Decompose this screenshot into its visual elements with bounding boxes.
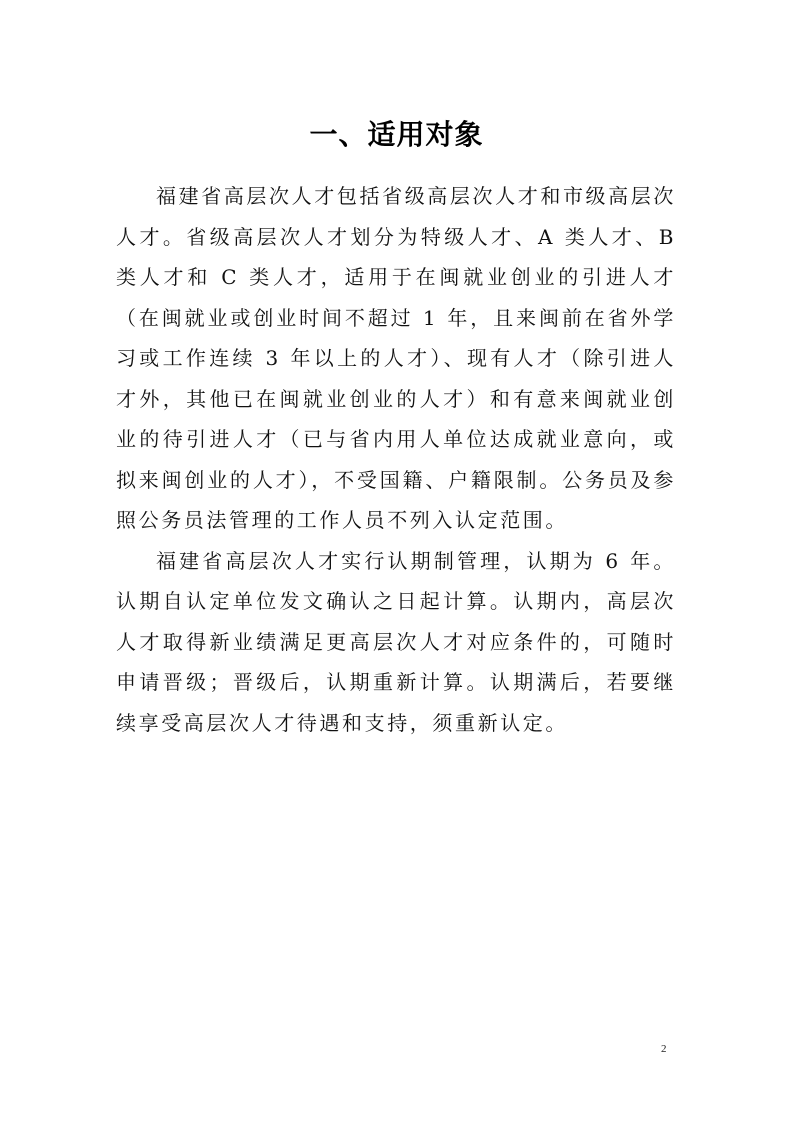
paragraph-term-management: 福建省高层次人才实行认期制管理，认期为 6 年。认期自认定单位发文确认之日起计算。认期内，高层次人才取得新业绩满足更高层次人才对应条件的，可随时申请晋级；晋级后，认期重新计算。认期满后，若要继续享受高层次人才待遇和支持，须重新认定。	[116, 548, 676, 735]
section-heading: 一、适用对象	[309, 117, 484, 151]
paragraph-eligibility: 福建省高层次人才包括省级高层次人才和市级高层次人才。省级高层次人才划分为特级人才、A 类人才、B 类人才和 C 类人才，适用于在闽就业创业的引进人才（在闽就业或创业时间不超过 1 年，且来闽前在省外学习或工作连续 3 年以上的人才）、现有人才（除引进人才外，其他已在闽就业创业的人才）和有意来闽就业创业的待引进人才（已与省内用人单位达成就业意向，或拟来闽创业的人才），不受国籍、户籍限制。公务员及参照公务员法管理的工作人员不列入认定范围。	[116, 184, 676, 532]
body-text	[116, 176, 676, 743]
page-number: 2	[661, 1043, 667, 1055]
